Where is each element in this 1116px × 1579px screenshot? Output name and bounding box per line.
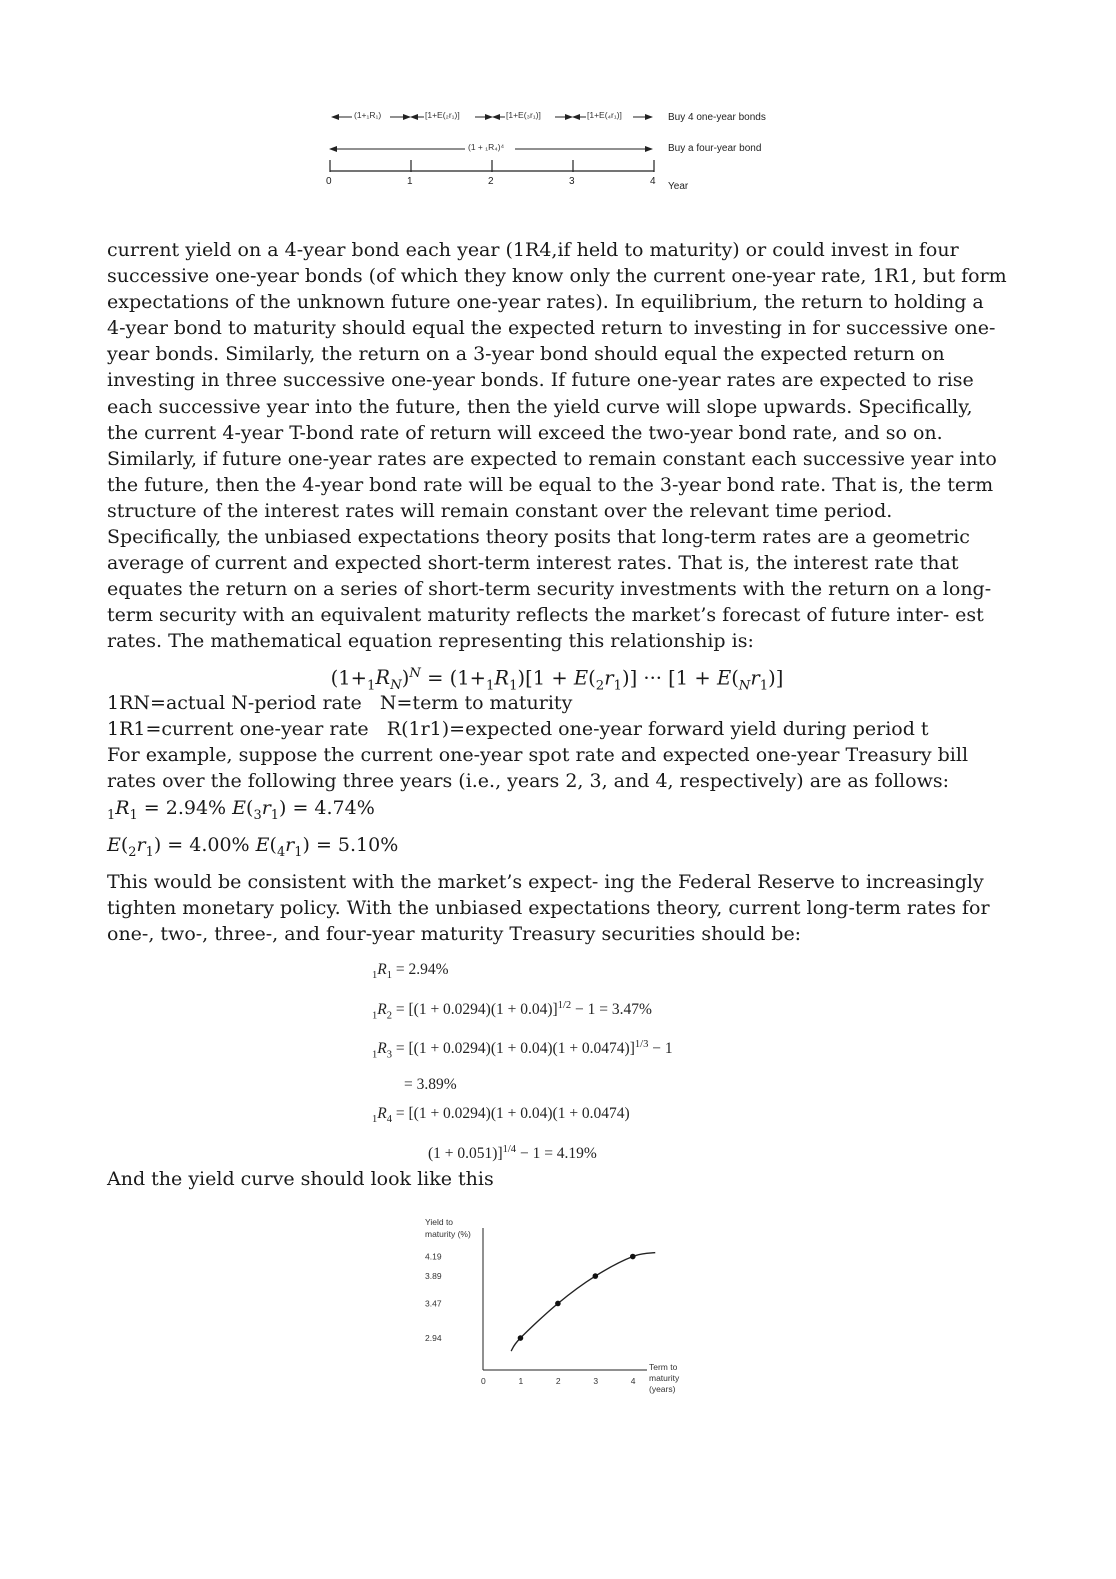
closing-sentence: And the yield curve should look like this bbox=[107, 1168, 494, 1190]
calc-1R1-value: = 2.94% bbox=[395, 961, 449, 978]
x-tick-label-4: 4 bbox=[630, 1376, 636, 1386]
calc-1R3-result-line bbox=[372, 1070, 812, 1099]
calc-1R4-expr-cont: (1 + 0.051)] bbox=[428, 1144, 503, 1162]
calc-1R3: $_1R_3 = [(1 + 0.0294)(1 + 0.04)(1 + 0.0474)]^{1/3} - 1$ bbox=[372, 1039, 673, 1061]
example-conclusion: This would be consistent with the market’s expect- ing the Federal Reserve to increasingly tighten monetary policy. With the unbiased expectations theory, current long-term rates for one-, two-, three-, and four-year maturity Treasury securities should be: bbox=[107, 871, 990, 946]
yield-point-4 bbox=[630, 1254, 636, 1260]
x-axis-label-line-2: maturity bbox=[649, 1373, 680, 1383]
definition-line-1: 1RN=actual N-period rate N=term to maturity bbox=[107, 692, 573, 714]
calc-1R3-result: = 3.89% bbox=[404, 1075, 457, 1093]
calc-1R3-tail: − 1 bbox=[652, 1040, 673, 1058]
yield-point-3 bbox=[593, 1273, 599, 1279]
segment-label-4: [1+E(₄r₁)] bbox=[587, 110, 622, 120]
y-axis-label-line-2: maturity (%) bbox=[425, 1229, 471, 1239]
year-tick-label-3: 3 bbox=[569, 176, 575, 187]
rate-E3r1-value: = 4.74% bbox=[292, 797, 375, 820]
example-intro: For example, suppose the current one-year spot rate and expected one-year Treasury bill rates over the following three years (i.e., years 2, 3, and 4, respectively) are as follows: bbox=[107, 744, 969, 793]
main-equation: $(1+_1R_N)^N = (1+_1R_1)[1 + E(_2r_1)]$ ··· $[1 + E(_Nr_1)]$ bbox=[330, 665, 784, 693]
year-tick-label-1: 1 bbox=[407, 176, 413, 187]
rates-line-2: $E(_2r_1) = 4.00\%$ $E(_4r_1) = 5.10\%$ bbox=[107, 834, 399, 861]
rate-E2r1-value: = 4.00% bbox=[167, 834, 250, 857]
rate-E4r1-value: = 5.10% bbox=[315, 834, 399, 857]
x-tick-label-0: 0 bbox=[481, 1376, 486, 1386]
segment-label-1: (1+₁R₁) bbox=[354, 110, 382, 120]
definition-line-2: 1R1=current one-year rate R(1r1)=expected one-year forward yield during period t bbox=[107, 718, 929, 741]
year-tick-label-2: 2 bbox=[488, 176, 494, 187]
four-year-compound-label: (1 + ₁R₄)⁴ bbox=[468, 142, 505, 152]
y-tick-label-0: 2.94 bbox=[425, 1333, 442, 1344]
y-tick-label-1: 3.47 bbox=[425, 1298, 442, 1309]
main-paragraph-block bbox=[107, 237, 1007, 700]
segment-label-3: [1+E(₃r₁)] bbox=[506, 110, 541, 120]
yield-curve-svg bbox=[415, 1210, 715, 1410]
year-tick-label-0: 0 bbox=[326, 176, 332, 187]
x-tick-label-1: 1 bbox=[518, 1376, 524, 1386]
calc-1R2-result: − 1 = 3.47% bbox=[575, 1000, 652, 1018]
calc-1R2: $_1R_2 = [(1 + 0.0294)(1 + 0.04)]^{1/2} - 1 = 3.47\%$ bbox=[372, 999, 652, 1021]
calc-1R4-exponent: 1/4 bbox=[502, 1143, 517, 1155]
calc-1R3-expr: = [(1 + 0.0294)(1 + 0.04)(1 + 0.0474)] bbox=[395, 1040, 635, 1058]
body-paragraph: current yield on a 4-year bond each year (1R4,if held to maturity) or could invest in four successive one-year bonds (of which they know only the current one-year rate, 1R1, but form expectations of the unknown future one-year rates). In equilibrium, the return to holding a 4-year bond to maturity should equal the expected return to investing in for successive one-year bonds. Similarly, the return on a 3-year bond should equal the expected return on investing in three successive one-year bonds. If future one-year rates are expected to rise each successive year into the future, then the yield curve will slope upwards. Specifically, the current 4-year T-bond rate of return will exceed the two-year bond rate, and so on. Similarly, if future one-year rates are expected to remain constant each successive year into the future, then the 4-year bond rate will be equal to the 3-year bond rate. That is, the term structure of the interest rates will remain constant over the relevant time period. Specifically, the unbiased expectations theory posits that long-term rates are a geometric average of current and expected short-term interest rates. That is, the interest rate that equates the return on a series of short-term security investments with the return on a long-term security with an equivalent maturity reflects the market’s forecast of future inter- est rates. The mathematical equation representing this relationship is: bbox=[107, 239, 1007, 653]
y-tick-label-2: 3.89 bbox=[425, 1271, 442, 1282]
yield-calculations bbox=[372, 955, 812, 1168]
x-tick-label-3: 3 bbox=[593, 1376, 599, 1386]
yield-curve-line bbox=[511, 1253, 655, 1351]
x-tick-label-2: 2 bbox=[555, 1376, 561, 1386]
year-tick-label-4: 4 bbox=[650, 176, 656, 187]
yield-point-2 bbox=[555, 1301, 561, 1307]
buy-one-year-bonds-label: Buy 4 one-year bonds bbox=[668, 112, 766, 123]
yield-point-1 bbox=[518, 1335, 524, 1341]
year-axis-label: Year bbox=[668, 181, 689, 192]
calc-1R4-cont bbox=[372, 1135, 812, 1169]
yield-curve-chart bbox=[415, 1210, 715, 1410]
x-axis-label-line-3: (years) bbox=[649, 1384, 676, 1394]
calc-1R4-expr: = [(1 + 0.0294)(1 + 0.04)(1 + 0.0474) bbox=[395, 1105, 630, 1123]
rate-1R1-value: = 2.94% bbox=[143, 797, 227, 820]
calc-1R2-expr: = [(1 + 0.0294)(1 + 0.04)] bbox=[395, 1000, 558, 1018]
investment-timeline-diagram bbox=[320, 100, 800, 210]
y-axis-label-line-1: Yield to bbox=[425, 1217, 454, 1227]
definitions-block bbox=[107, 690, 1007, 947]
calc-1R4: $_1R_4 = [(1 + 0.0294)(1 + 0.04)(1 + 0.0474)$ bbox=[372, 1105, 630, 1126]
calc-1R3-exponent: 1/3 bbox=[634, 1039, 649, 1051]
y-tick-label-3: 4.19 bbox=[425, 1251, 442, 1262]
calc-1R1: $_1R_1 = 2.94\%$ bbox=[372, 961, 449, 982]
calc-1R2-exponent: 1/2 bbox=[557, 999, 572, 1011]
calc-1R4-result: − 1 = 4.19% bbox=[519, 1144, 597, 1162]
rates-line-1: $_1R_1 = 2.94\%$ $E(_3r_1) = 4.74\%$ bbox=[107, 797, 375, 824]
x-axis-label-line-1: Term to bbox=[649, 1362, 678, 1372]
segment-label-2: [1+E(₂r₁)] bbox=[425, 110, 460, 120]
buy-four-year-bond-label: Buy a four-year bond bbox=[668, 143, 762, 154]
